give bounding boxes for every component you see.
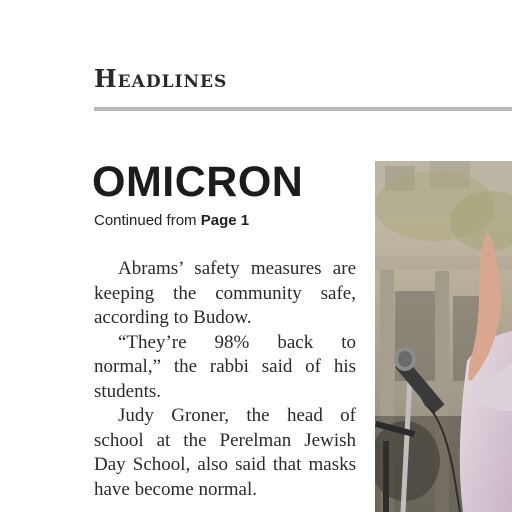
article-paragraph: Abrams’ safety measures are keeping the community safe, according to Budow. [94, 258, 356, 328]
article-body [94, 257, 356, 502]
continuation-page: Page 1 [200, 212, 250, 229]
article-headline: OMICRON [92, 158, 304, 206]
section-title: Headlines [94, 64, 228, 93]
article-paragraph: “They’re 98% back to normal,” the rabbi said of his students. [94, 331, 356, 402]
article-photo [375, 161, 512, 512]
article-paragraph: Judy Groner, the head of school at the Perelman Jewish Day School, also said that masks have become normal. [94, 405, 356, 500]
continuation-prefix: Continued from [94, 212, 201, 229]
continuation-note [94, 212, 249, 229]
section-divider [94, 107, 512, 111]
